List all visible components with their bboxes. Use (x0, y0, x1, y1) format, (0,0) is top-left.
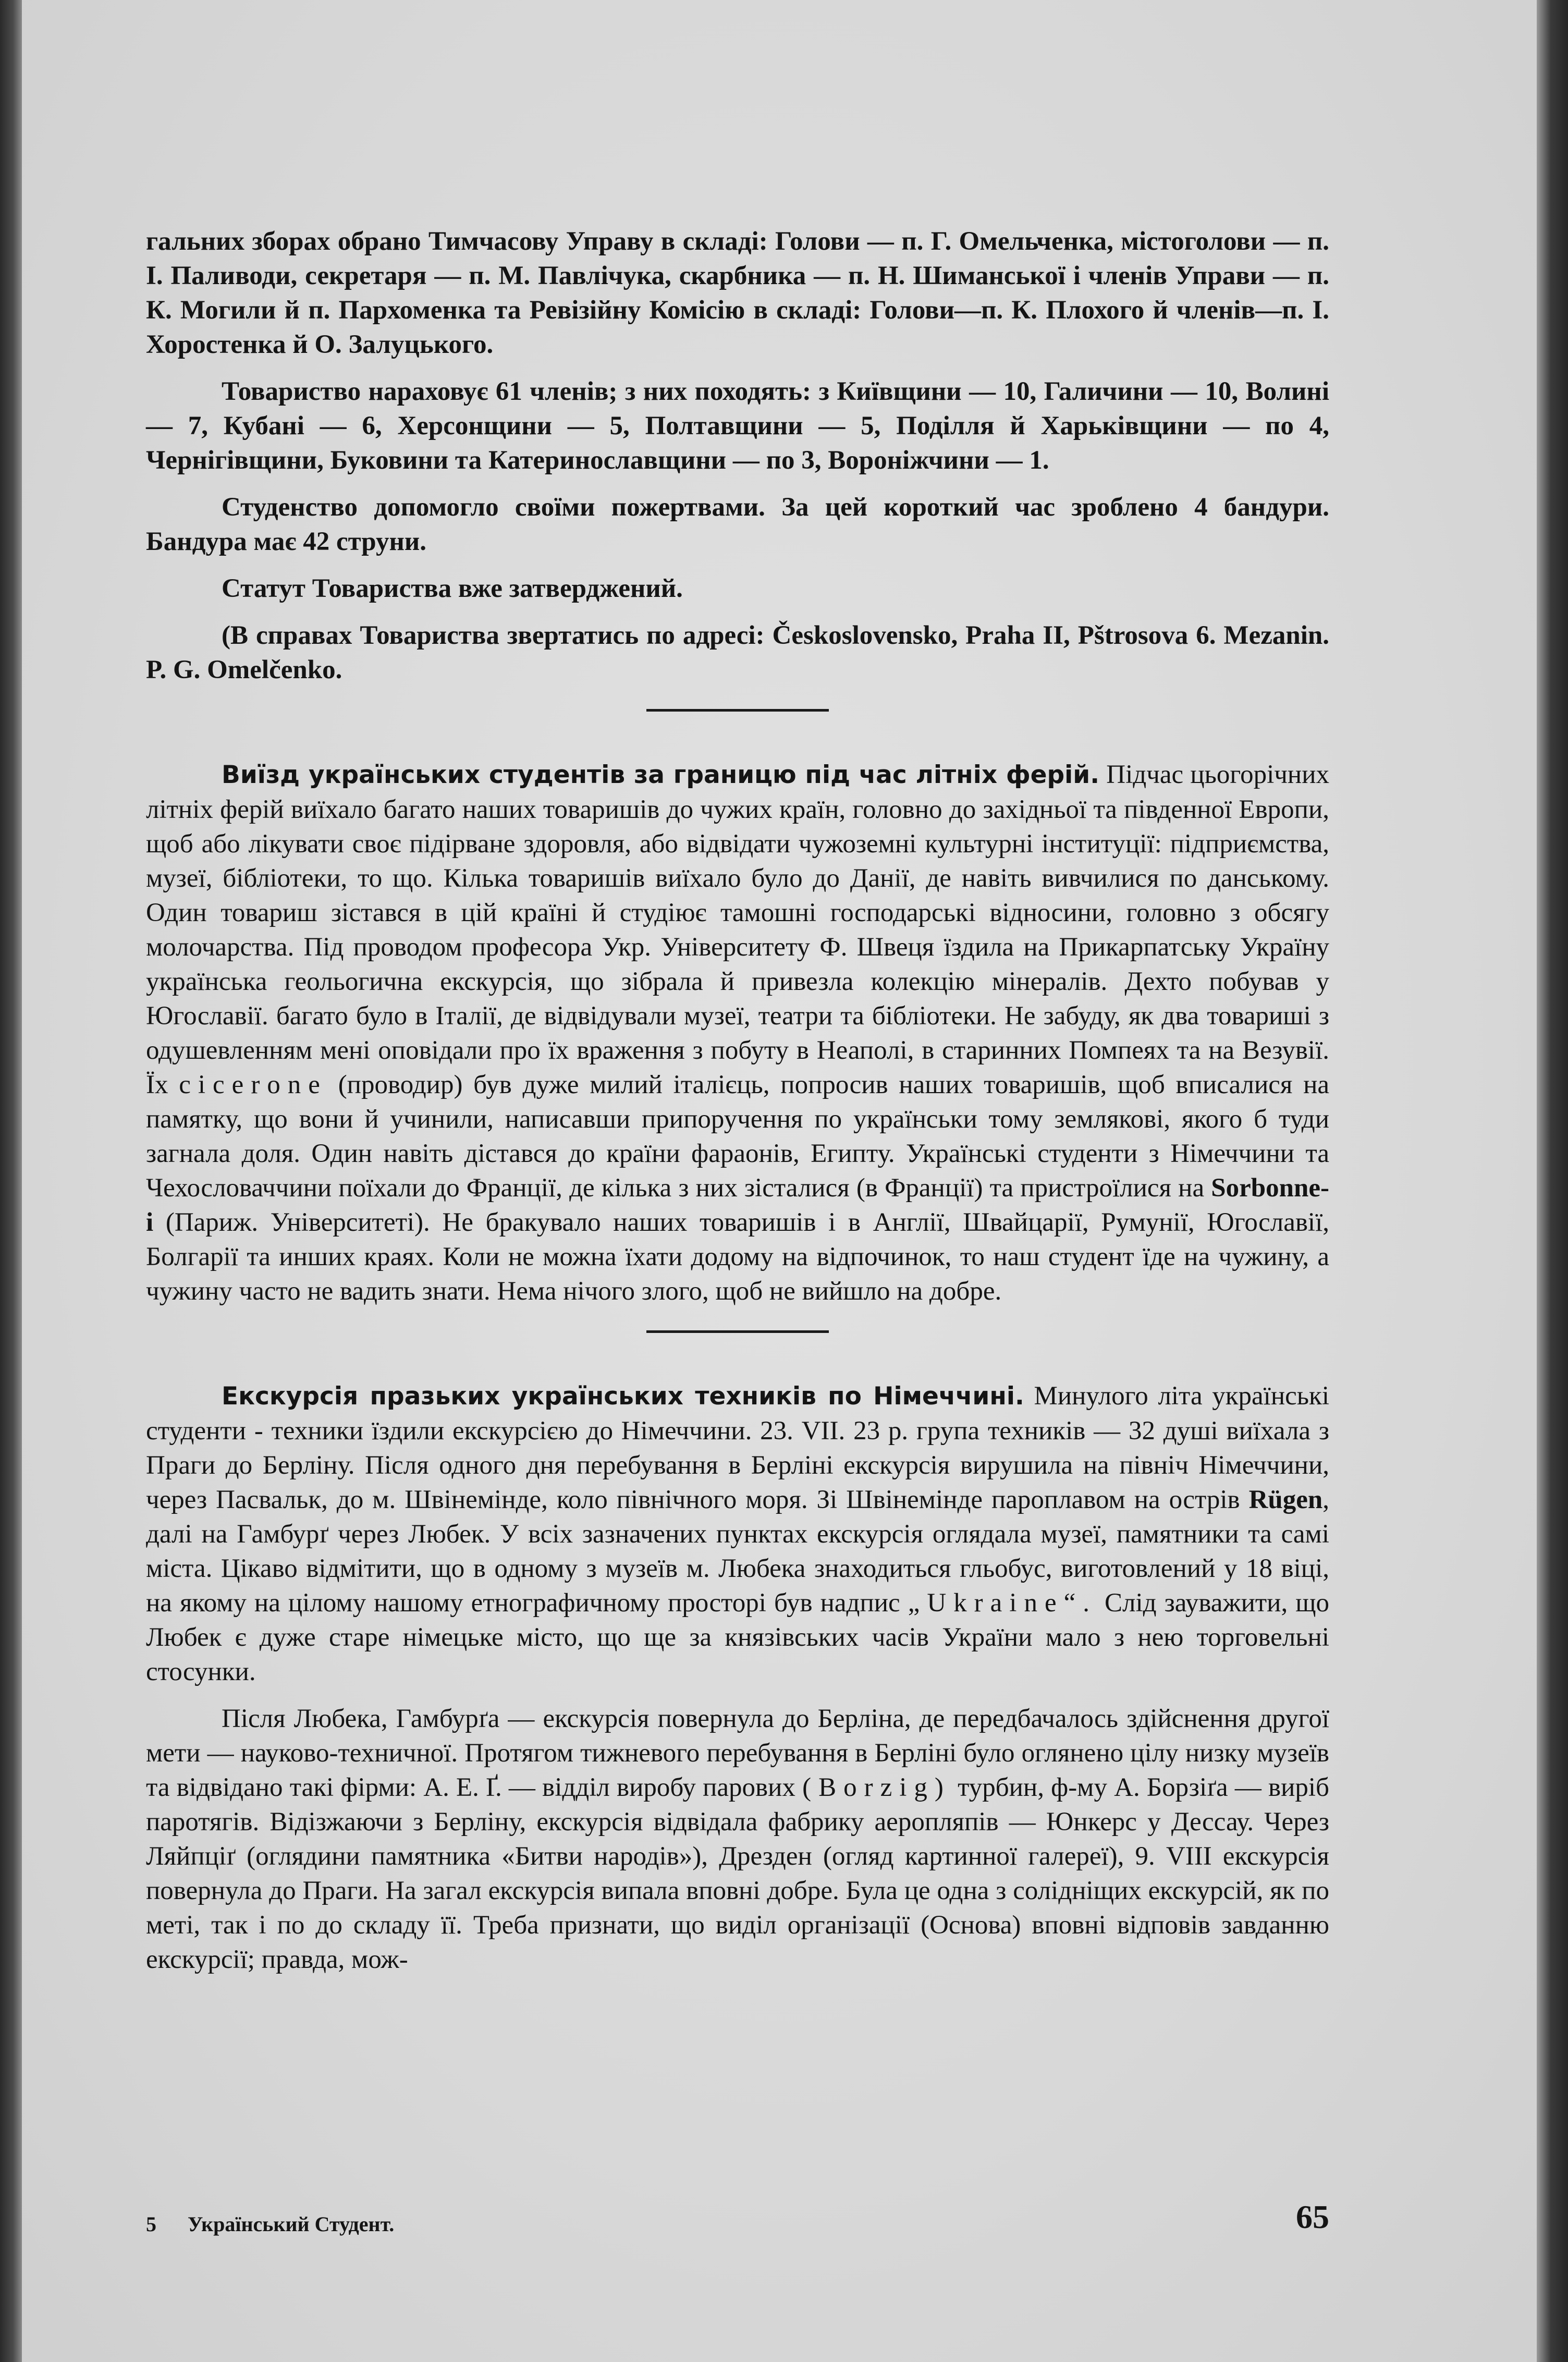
page-footer (146, 2195, 1329, 2236)
paragraph (146, 757, 1329, 1308)
section-divider (646, 1330, 829, 1333)
paragraph: Статут Товариства вже затверджений. (222, 574, 683, 603)
spaced-term: cicerone (179, 1070, 327, 1099)
text-run: , далі на Гамбурґ через Любек. У всіх зазначених пунктах екскурсія оглядала музеї, памятники та самі міста. Цікаво відмітити, що в одному з музеїв м. Любека знаходиться гльобус, виготовлений у 18 віці, на якому на цілому нашому етнографичному просторі був надпис (146, 1485, 1330, 1618)
paragraph (146, 1702, 1329, 1977)
scan-edge-left (0, 0, 22, 2362)
paragraph: Товариство нараховує 61 членів; з них походять: з Київщини — 10, Галичини — 10, Волині — 7, Кубані — 6, Херсонщини — 5, Полтавщини — 5, Поділля й Харьківщини — по 4, Чернігівщини, Буковини та Катеринославщини — по 3, Вороніжчини — 1. (146, 377, 1329, 475)
text-run: Минулого літа українські студенти - техники їздили екскурсією до Німеччини. 23. VII. 23 р. група техників — 32 душі виїхала з Праги до Берліну. Після одного дня перебування в Берліні екскурсія вирушила на північ Німеччини, через Пасвальк, до м. Швінемінде, коло північного моря. Зі Швінемінде пароплавом на острів (146, 1381, 1329, 1514)
text-run: (проводир) був дуже милий італієць, попросив наших товаришів, щоб вписалися на памятку, що вони й учинили, написавши припоручення по українськи тому землякові, якого б туди загнала доля. Один навіть дістався до країни фараонів, Египту. Українські студенти з Німеччини та Чехословаччини поїхали до Франції, де кілька з них зісталися (в Франції) та пристроїлися на (146, 1070, 1330, 1203)
section-heading: Екскурсія празьких українських техників по Німеччині. (222, 1382, 1024, 1411)
text-run: Після Любека, Гамбурґа — екскурсія повернула до Берліна, де передбачалось здійснення другої мети — науково-техничної. Протягом тижневого перебування в Берліні було оглянено цілу низку музеїв та відвідано такі фірми: А. Е. Ґ. — відділ виробу парових (146, 1704, 1329, 1802)
bold-term: Rügen (1248, 1485, 1323, 1514)
text-run: Підчас цьогорічних літніх ферій виїхало багато наших товаришів до чужих країн, головно до західньої та південної Европи, щоб або лікувати своє підірване здоровля, або відвідати чужоземні культурні інституції: підприємства, музеї, бібліотеки, то що. Кілька товаришів виїхало було до Данії, де навіть вивчилися по данському. Один товариш зістався в цій країні й студіює тамошні господарські відносини, головно з обсягу молочарства. Під проводом професора Укр. Університету Ф. Швеця їздила на Прикарпатську Україну українська геольогична екскурсія, що зібрала й привезла колекцію мінералів. Дехто побував у Югославії. багато було в Італії, де відвідували музеї, театри та бібліотеки. Не забуду, як два товариші з одушевленням мені оповідали про їх враження з побуту в Неаполі, в старинних Помпеях та на Везувії. Їх (146, 760, 1329, 1099)
article-body (146, 224, 1329, 1989)
section-divider (646, 709, 829, 712)
journal-title: Український Студент. (188, 2212, 395, 2236)
spaced-term: (Borzig) (802, 1773, 951, 1802)
page-number: 65 (1296, 2198, 1329, 2235)
section-heading: Виїзд українських студентів за границю під час літніх ферій. (222, 761, 1100, 789)
footer-signature (146, 2212, 394, 2236)
text-run: турбин, ф-му А. Борзіґа — виріб паротягів. Відізжаючи з Берліну, екскурсія відвідала фабрику аеропляпів — Юнкерс у Дессау. Через Ляйпціґ (оглядини памятника «Битви народів»), Дрезден (огляд картинної галереї), 9. VIII екскурсія повернула до Праги. На загал екскурсія випала вповні добре. Була це одна з солідніщих екскурсій, як по меті, так і по до складу її. Треба признати, що виділ організації (Основа) вповні відповів завданню екскурсії; правда, мож- (146, 1773, 1330, 1974)
paragraph: (В справах Товариства звертатись по адресі: Československo, Praha II, Pštrosova 6. Mezanin. P. G. Omelčenko. (146, 621, 1329, 684)
paragraph: Студенство допомогло своїми пожертвами. За цей короткий час зроблено 4 бандури. Бандура має 42 струни. (146, 493, 1329, 556)
paragraph (146, 1379, 1329, 1689)
text-run: (Париж. Університеті). Не бракувало наших товаришів і в Англії, Швайцарії, Румунії, Югославії, Болгарії та инших краях. Коли не можна їхати додому на відпочинок, то наш студент їде на чужину, а чужину часто не вадить знати. Нема нічого злого, щоб не вийшло на добре. (146, 1208, 1330, 1306)
text-run: Слід зауважити, що Любек є дуже старе німецьке місто, що ще за князівських часів України мало з нею торговельні стосунки. (146, 1588, 1330, 1686)
bold-term: Sorbonne-і (146, 1173, 1329, 1237)
paragraph: гальних зборах обрано Тимчасову Управу в складі: Голови — п. Г. Омельченка, містоголови — п. І. Паливоди, секретаря — п. М. Павлічука, скарбника — п. Н. Шиманської і членів Управи — п. К. Могили й п. Пархоменка та Ревізійну Комісію в складі: Голови—п. К. Плохого й членів—п. І. Хоростенка й О. Залуцького. (146, 227, 1329, 359)
scan-edge-right (1537, 0, 1568, 2362)
spaced-term: „Ukraine“. (908, 1588, 1097, 1618)
signature-number: 5 (146, 2212, 156, 2236)
